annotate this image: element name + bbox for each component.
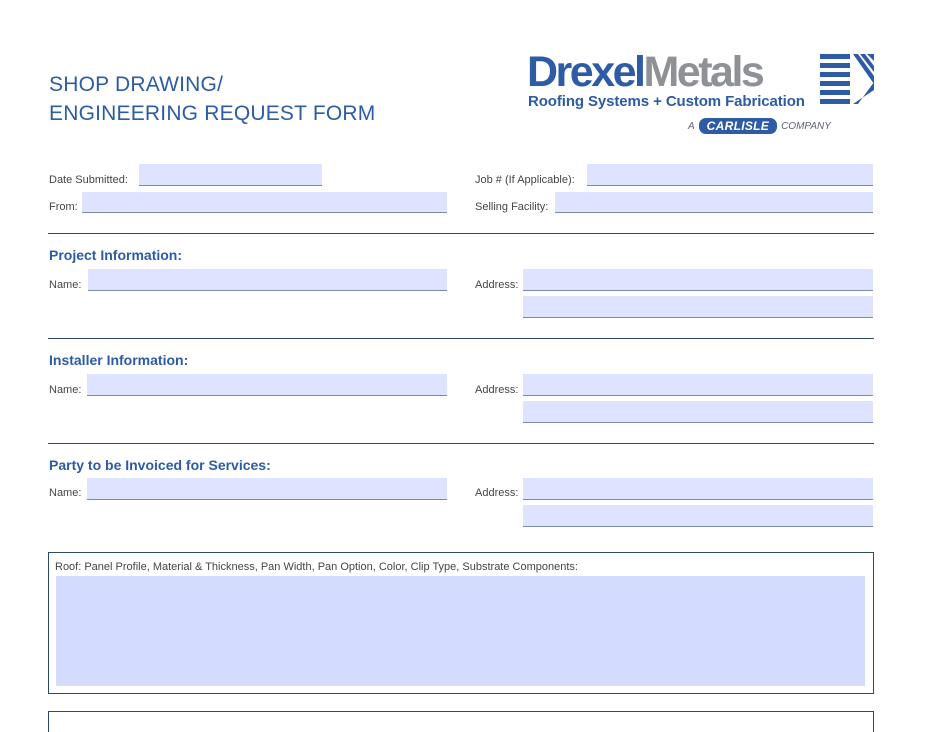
invoiced-address-field-1[interactable] <box>523 478 873 500</box>
carlisle-logo: CARLISLE <box>699 118 777 134</box>
project-name-field[interactable] <box>88 269 447 291</box>
roof-details-textarea[interactable] <box>56 576 865 686</box>
from-label: From: <box>49 201 78 213</box>
date-submitted-field[interactable] <box>139 164 322 186</box>
from-field[interactable] <box>82 192 447 213</box>
date-submitted-label: Date Submitted: <box>49 174 128 186</box>
parent-company-line <box>688 118 831 134</box>
installer-address-field-1[interactable] <box>523 374 873 396</box>
invoiced-address-label: Address: <box>475 487 519 499</box>
divider <box>48 233 874 234</box>
project-address-field-2[interactable] <box>523 296 873 318</box>
logo-chevron-icon <box>820 54 874 108</box>
installer-name-label: Name: <box>49 384 82 396</box>
installer-address-label: Address: <box>475 384 519 396</box>
form-title-line-1: SHOP DRAWING/ <box>49 73 224 96</box>
roof-details-label: Roof: Panel Profile, Material & Thickness, Pan Width, Pan Option, Color, Clip Type, Substrate Components: <box>55 561 578 573</box>
selling-facility-label: Selling Facility: <box>475 201 549 213</box>
company-suffix: COMPANY <box>781 120 831 132</box>
project-name-label: Name: <box>49 279 82 291</box>
project-info-heading: Project Information: <box>49 247 183 263</box>
logo-brand-drexel: Drexel <box>527 48 644 96</box>
roof-details-box <box>48 552 874 694</box>
installer-address-field-2[interactable] <box>523 401 873 423</box>
invoiced-name-field[interactable] <box>87 478 447 500</box>
company-logo <box>527 48 762 96</box>
form-title-line-2: ENGINEERING REQUEST FORM <box>49 102 376 125</box>
job-number-field[interactable] <box>587 164 873 186</box>
logo-brand-metals: Metals <box>643 48 763 96</box>
divider <box>48 338 874 339</box>
job-number-label: Job # (If Applicable): <box>475 174 575 186</box>
project-address-field-1[interactable] <box>523 269 873 291</box>
logo-tagline: Roofing Systems + Custom Fabrication <box>528 93 805 110</box>
selling-facility-field[interactable] <box>555 192 873 213</box>
divider <box>48 443 874 444</box>
invoiced-address-field-2[interactable] <box>523 505 873 527</box>
invoiced-name-label: Name: <box>49 487 82 499</box>
next-section-box <box>48 711 874 732</box>
invoiced-party-heading: Party to be Invoiced for Services: <box>49 457 271 473</box>
project-address-label: Address: <box>475 279 519 291</box>
installer-name-field[interactable] <box>87 374 447 396</box>
installer-info-heading: Installer Information: <box>49 352 189 368</box>
company-prefix: A <box>688 120 695 132</box>
form-title <box>49 70 375 128</box>
